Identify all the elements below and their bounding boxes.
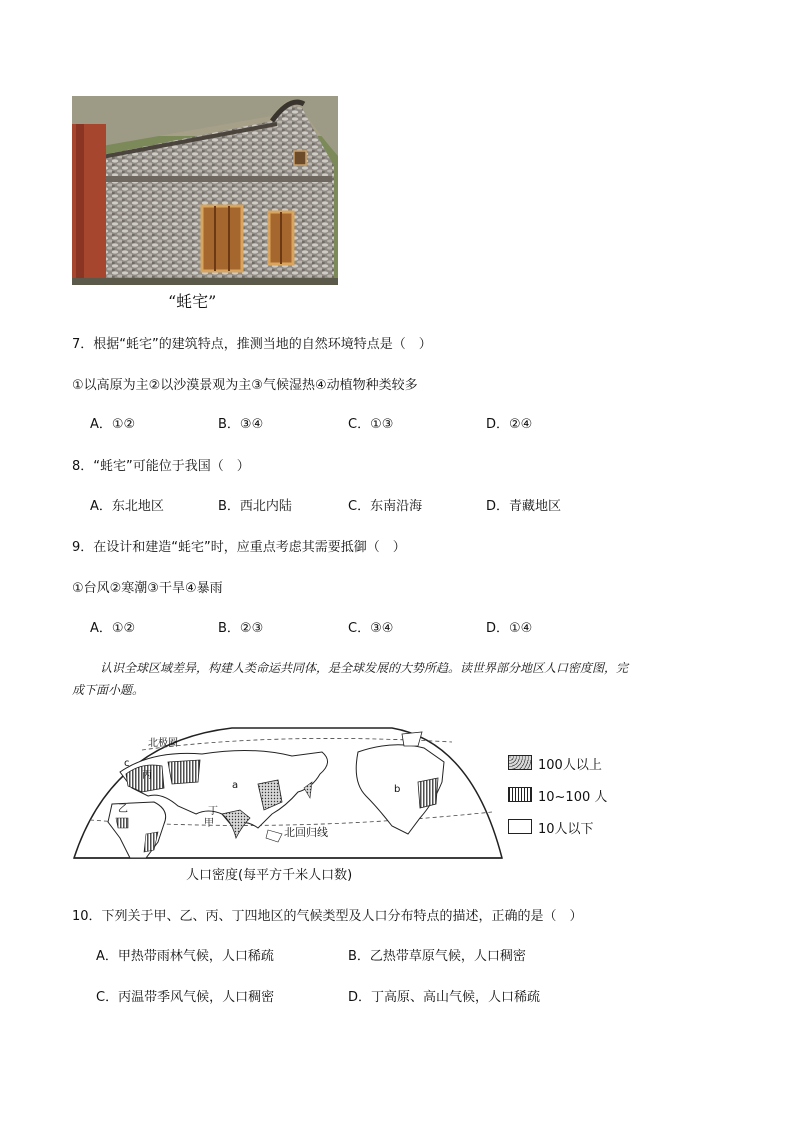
legend-label-low: 10人以下 — [538, 822, 594, 837]
world-map-svg — [72, 722, 504, 864]
oyster-house-illustration — [72, 96, 338, 285]
region-label-yi: 乙 — [118, 804, 128, 815]
question-10-stem: 10．下列关于甲、乙、丙、丁四地区的气候类型及人口分布特点的描述，正确的是（ ） — [72, 909, 583, 924]
question-10-options-row-1 — [96, 945, 696, 965]
question-10-option-c[interactable]: C．丙温带季风气候，人口稠密 — [96, 990, 275, 1005]
question-9-options — [90, 617, 690, 637]
region-label-b: b — [394, 784, 401, 795]
striped-swatch-icon — [508, 787, 532, 802]
question-7-option-d[interactable]: D．②④ — [486, 417, 533, 432]
question-9-option-a[interactable]: A．①② — [90, 621, 136, 636]
question-8-option-a[interactable]: A．东北地区 — [90, 499, 164, 514]
population-density-map — [72, 722, 504, 864]
question-9-statements: ①台风②寒潮③干旱④暴雨 — [72, 581, 223, 596]
dotted-swatch-icon — [508, 755, 532, 770]
region-label-bing: 丙 — [142, 770, 152, 781]
question-10-option-a[interactable]: A．甲热带雨林气候，人口稀疏 — [96, 949, 274, 964]
question-9-stem: 9．在设计和建造“蚝宅”时，应重点考虑其需要抵御（ ） — [72, 540, 406, 555]
question-10-options-row-2 — [96, 986, 696, 1006]
legend-item-low — [508, 816, 648, 838]
question-7-option-b[interactable]: B．③④ — [218, 417, 264, 432]
question-7-stem: 7．根据“蚝宅”的建筑特点，推测当地的自然环境特点是（ ） — [72, 337, 432, 352]
legend-label-high: 100人以上 — [538, 758, 602, 773]
question-10-option-b[interactable]: B．乙热带草原气候，人口稠密 — [348, 949, 526, 964]
question-7-option-a[interactable]: A．①② — [90, 417, 136, 432]
question-8-option-b[interactable]: B．西北内陆 — [218, 499, 292, 514]
legend-item-high — [508, 752, 648, 774]
question-10-option-d[interactable]: D．丁高原、高山气候，人口稀疏 — [348, 990, 541, 1005]
question-9-option-b[interactable]: B．②③ — [218, 621, 264, 636]
photo-caption: “蚝宅” — [168, 292, 217, 311]
oyster-house-photo — [72, 96, 338, 285]
passage-line-2: 成下面小题。 — [72, 683, 145, 697]
passage-line-1: 认识全球区域差异，构建人类命运共同体，是全球发展的大势所趋。读世界部分地区人口密度图，完 — [100, 661, 629, 675]
question-7-statements: ①以高原为主②以沙漠景观为主③气候湿热④动植物种类较多 — [72, 378, 418, 393]
legend-item-medium — [508, 784, 648, 806]
blank-swatch-icon — [508, 819, 532, 834]
region-label-ding: 丁 — [208, 806, 218, 817]
question-9-option-d[interactable]: D．①④ — [486, 621, 533, 636]
question-8-options — [90, 495, 690, 515]
region-label-c: c — [124, 758, 130, 769]
question-8-option-c[interactable]: C．东南沿海 — [348, 499, 423, 514]
question-8-option-d[interactable]: D．青藏地区 — [486, 499, 562, 514]
map-caption: 人口密度(每平方千米人口数) — [186, 868, 353, 883]
region-label-jia: 甲 — [204, 818, 214, 829]
legend-label-medium: 10~100 人 — [538, 790, 608, 805]
arctic-circle-label: 北极圈 — [148, 738, 178, 749]
question-8-stem: 8．“蚝宅”可能位于我国（ ） — [72, 459, 250, 474]
tropic-of-cancer-label: 北回归线 — [284, 826, 328, 839]
region-label-a: a — [232, 780, 239, 791]
question-7-option-c[interactable]: C．①③ — [348, 417, 394, 432]
question-9-option-c[interactable]: C．③④ — [348, 621, 394, 636]
question-7-options — [90, 413, 690, 433]
